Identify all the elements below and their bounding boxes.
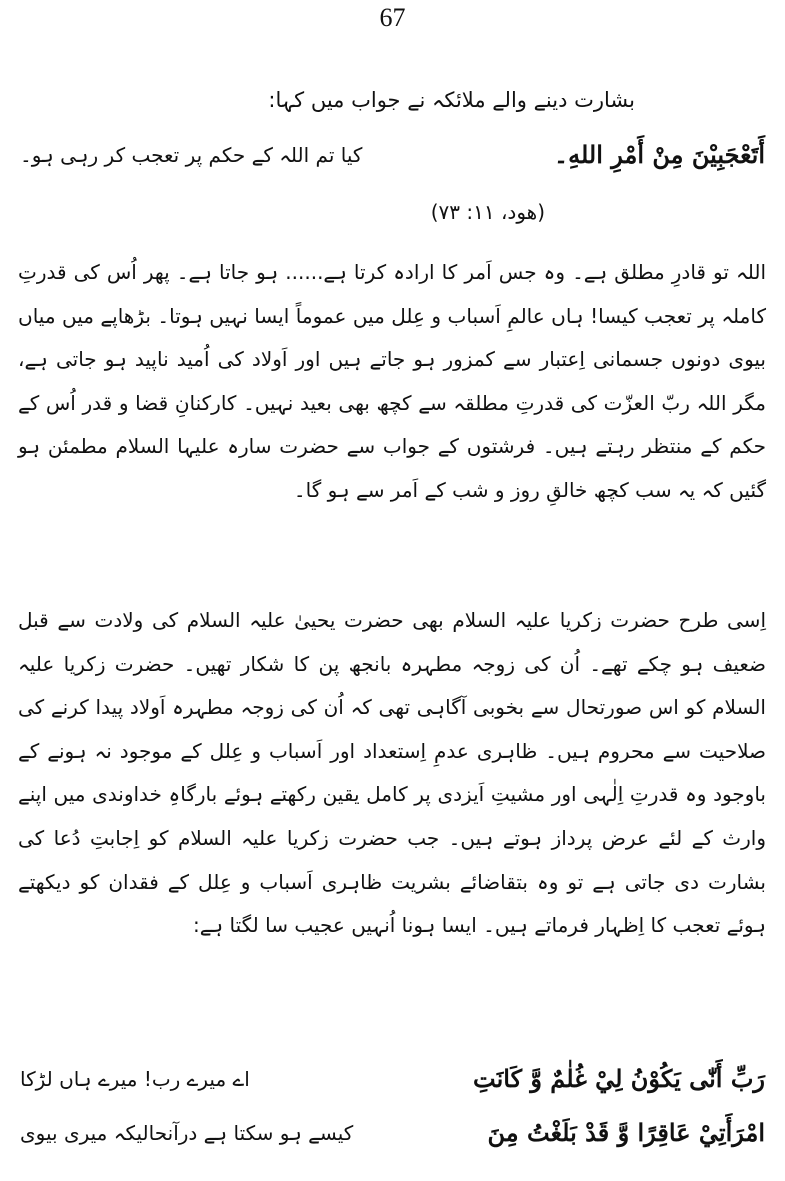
verse-translation: اے میرے رب! میرے ہاں لڑکا [20, 1066, 250, 1091]
verse-arabic: أَتَعْجَبِيْنَ مِنْ أَمْرِ اللهِ۔ [554, 140, 765, 169]
verse-arabic: امْرَأَتِيْ عَاقِرًا وَّ قَدْ بَلَغْتُ مِنَ [487, 1118, 765, 1147]
body-paragraph-2: اِسی طرح حضرت زکریا علیہ السلام بھی حضرت یحییٰ علیہ السلام کی ولادت سے قبل ضعیف ہو چکے تھے۔ اُن کی زوجہ مطہرہ بانجھ پن کا شکار تھیں۔ حضرت زکریا علیہ السلام کو اس صورتحال سے بخوبی آگاہی تھی کہ اُن کی زوجہ مطہرہ اَولاد پیدا کرنے کی صلاحیت سے محروم ہیں۔ ظاہری عدمِ اِستعداد اور اَسباب و عِلل کے موجود نہ ہونے کے باوجود وہ قدرتِ اِلٰہی اور مشیتِ اَیزدی پر کامل یقین رکھتے ہوئے بارگاہِ خداوندی میں اپنے وارث کے لئے عرض پرداز ہوتے ہیں۔ جب حضرت زکریا علیہ السلام کو اِجابتِ دُعا کی بشارت دی جاتی ہے تو وہ بتقاضائے بشریت ظاہری اَسباب و عِلل کے فقدان کو دیکھتے ہوئے تعجب کا اِظہار فرماتے ہیں۔ ایسا ہونا اُنہیں عجیب سا لگتا ہے: [18, 608, 766, 938]
intro-line: بشارت دینے والے ملائکہ نے جواب میں کہا: [268, 88, 635, 112]
verse-arabic: رَبِّ أَنّٰى يَكُوْنُ لِيْ غُلٰمٌ وَّ كَانَتِ [473, 1064, 765, 1093]
verse-reference: (هود، ۱۱: ۷۳) [430, 200, 545, 224]
verse-translation: کیسے ہو سکتا ہے درآنحالیکہ میری بیوی [20, 1120, 354, 1145]
page-number: 67 [379, 3, 406, 32]
verse-quote-3 [20, 1118, 765, 1147]
verse-quote-2 [20, 1064, 765, 1093]
body-paragraph-1: اللہ تو قادرِ مطلق ہے۔ وہ جس اَمر کا ارادہ کرتا ہے...... ہو جاتا ہے۔ پھر اُس کی قدرتِ کاملہ پر تعجب کیسا! ہاں عالمِ اَسباب و عِلل میں عموماً ایسا نہیں ہوتا۔ بڑھاپے میں میاں بیوی دونوں جسمانی اِعتبار سے کمزور ہو جاتے ہیں اور اَولاد کی اُمید ناپید ہو جاتی ہے، مگر اللہ ربّ العزّت کی قدرتِ مطلقہ سے کچھ بھی بعید نہیں۔ کارکنانِ قضا و قدر اُس کے حکم کے منتظر رہتے ہیں۔ فرشتوں کے جواب سے حضرت سارہ علیہا السلام مطمئن ہو گئیں کہ یہ سب کچھ خالقِ روز و شب کے اَمر سے ہو گا۔ [18, 260, 766, 502]
verse-translation: کیا تم اللہ کے حکم پر تعجب کر رہی ہو۔ [20, 142, 363, 167]
verse-quote-1 [20, 140, 765, 169]
